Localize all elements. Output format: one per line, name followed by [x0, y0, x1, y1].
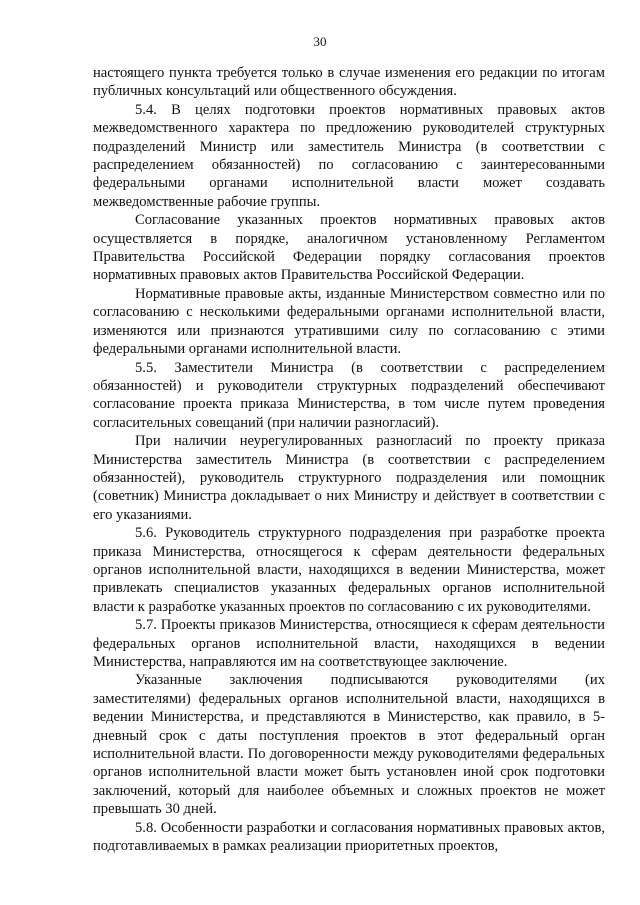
paragraph-joint-acts: Нормативные правовые акты, изданные Министерством совместно или по согласованию с несколькими федеральными органами исполнительной власти, изменяются или признаются утратившими силу по согласованию с этими федеральными органами исполнительной власти.: [93, 285, 605, 358]
paragraph-continuation: настоящего пункта требуется только в случае изменения его редакции по итогам публичных консультаций или общественного обсуждения.: [93, 65, 605, 100]
paragraph-5-7: 5.7. Проекты приказов Министерства, относящиеся к сферам деятельности федеральных органов исполнительной власти, находящихся в ведении Министерства, направляются им на соответствующее заключение.: [93, 617, 605, 670]
paragraph-conclusions: Указанные заключения подписываются руководителями (их заместителями) федеральных органов исполнительной власти, находящихся в ведении Министерства, и представляются в Министерство, как правило, в 5-дневный срок с даты поступления проектов в этот федеральный орган исполнительной власти. По договоренности между руководителями федеральных органов исполнительной власти может быть установлен иной срок подготовки заключений, который для наиболее объемных и сложных проектов не может превышать 30 дней.: [93, 672, 605, 818]
document-body: [93, 64, 605, 855]
page-number: 30: [313, 34, 327, 49]
paragraph-5-6: 5.6. Руководитель структурного подразделения при разработке проекта приказа Министерства, относящегося к сферам деятельности федеральных органов исполнительной власти, находящихся в ведении Министерства, может привлекать специалистов указанных федеральных органов исполнительной власти к разработке указанных проектов по согласованию с их руководителями.: [93, 525, 605, 615]
paragraph-5-4: 5.4. В целях подготовки проектов нормативных правовых актов межведомственного характера по предложению руководителей структурных подразделений Министр или заместитель Министра (в соответствии с распределением обязанностей) по согласованию с заинтересованными федеральными органами исполнительной власти может создавать межведомственные рабочие группы.: [93, 101, 605, 210]
paragraph-5-5: 5.5. Заместители Министра (в соответствии с распределением обязанностей) и руководители структурных подразделений обеспечивают согласование проекта приказа Министерства, в том числе путем проведения согласительных совещаний (при наличии разногласий).: [93, 359, 605, 431]
paragraph-5-8: 5.8. Особенности разработки и согласования нормативных правовых актов, подготавливаемых в рамках реализации приоритетных проектов,: [93, 819, 605, 855]
paragraph-approval-procedure: Согласование указанных проектов нормативных правовых актов осуществляется в порядке, аналогичном установленному Регламентом Правительства Российской Федерации порядку согласования проектов нормативных правовых актов Правительства Российской Федерации.: [93, 212, 605, 284]
paragraph-disagreements: При наличии неурегулированных разногласий по проекту приказа Министерства заместитель Министра (в соответствии с распределением обязанностей), руководитель структурного подразделения или помощник (советник) Министра докладывает о них Министру и действует в соответствии с его указаниями.: [93, 433, 605, 523]
